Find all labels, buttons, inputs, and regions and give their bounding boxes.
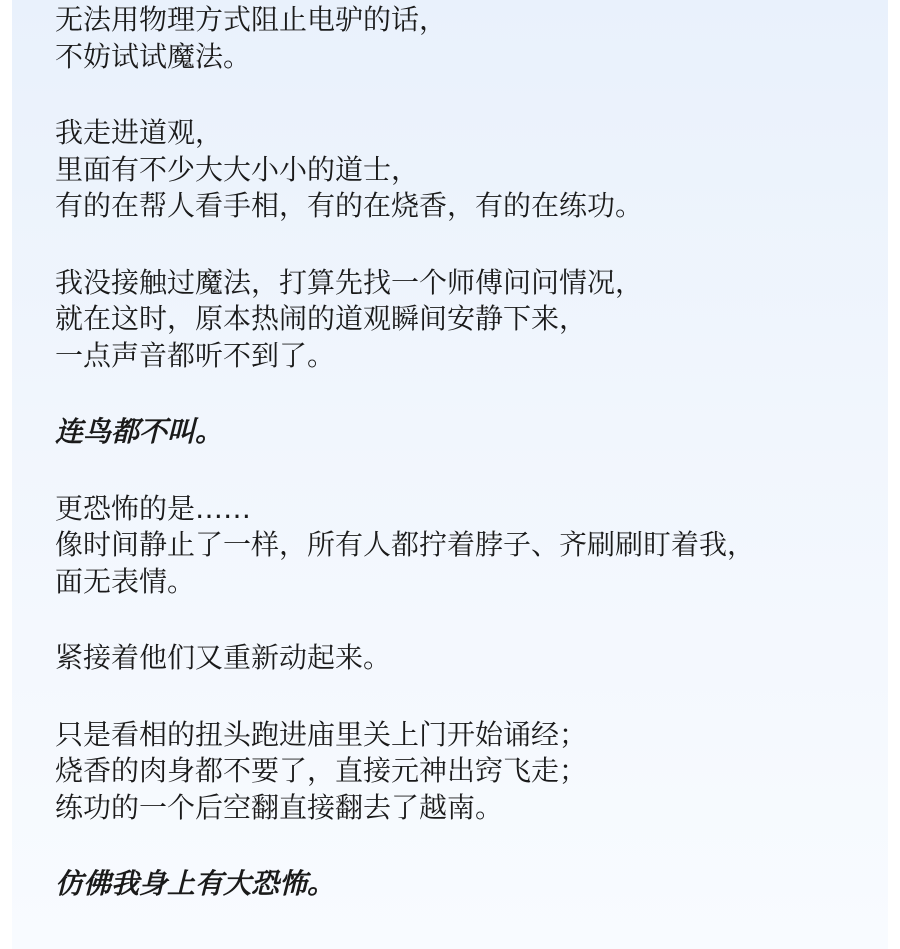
- text-line: 练功的一个后空翻直接翻去了越南。: [55, 790, 504, 824]
- text-line: 烧香的肉身都不要了，直接元神出窍飞走；: [55, 754, 588, 787]
- text-line: 一点声音都听不到了。: [55, 338, 336, 372]
- paragraph-1: [55, 2, 855, 75]
- text-line: 面无表情。: [55, 564, 196, 598]
- text-line: 只是看相的扭头跑进庙里关上门开始诵经；: [55, 717, 588, 751]
- paragraph-7: [55, 717, 855, 827]
- text-line: 无法用物理方式阻止电驴的话，: [55, 3, 448, 36]
- paragraph-2: [55, 115, 855, 225]
- text-line: 不妨试试魔法。: [55, 39, 252, 73]
- emphasis-paragraph-2: [55, 866, 855, 903]
- emphasis-line: 连鸟都不叫。: [55, 415, 224, 448]
- text-line: 有的在帮人看手相，有的在烧香，有的在练功。: [55, 189, 644, 222]
- article-body: [55, 0, 855, 903]
- text-line: 里面有不少大大小小的道士，: [55, 152, 420, 186]
- text-line: 我没接触过魔法，打算先找一个师傅问问情况，: [55, 265, 644, 299]
- text-line: 紧接着他们又重新动起来。: [55, 641, 392, 674]
- paragraph-6: [55, 640, 855, 677]
- text-line: 更恐怖的是……: [55, 491, 252, 525]
- text-line: 像时间静止了一样，所有人都拧着脖子、齐刷刷盯着我，: [55, 528, 756, 561]
- paragraph-5: [55, 491, 855, 601]
- text-line: 就在这时，原本热闹的道观瞬间安静下来，: [55, 302, 588, 335]
- emphasis-line: 仿佛我身上有大恐怖。: [55, 867, 336, 900]
- emphasis-paragraph-1: [55, 414, 855, 451]
- text-line: 我走进道观，: [55, 116, 224, 149]
- paragraph-3: [55, 265, 855, 375]
